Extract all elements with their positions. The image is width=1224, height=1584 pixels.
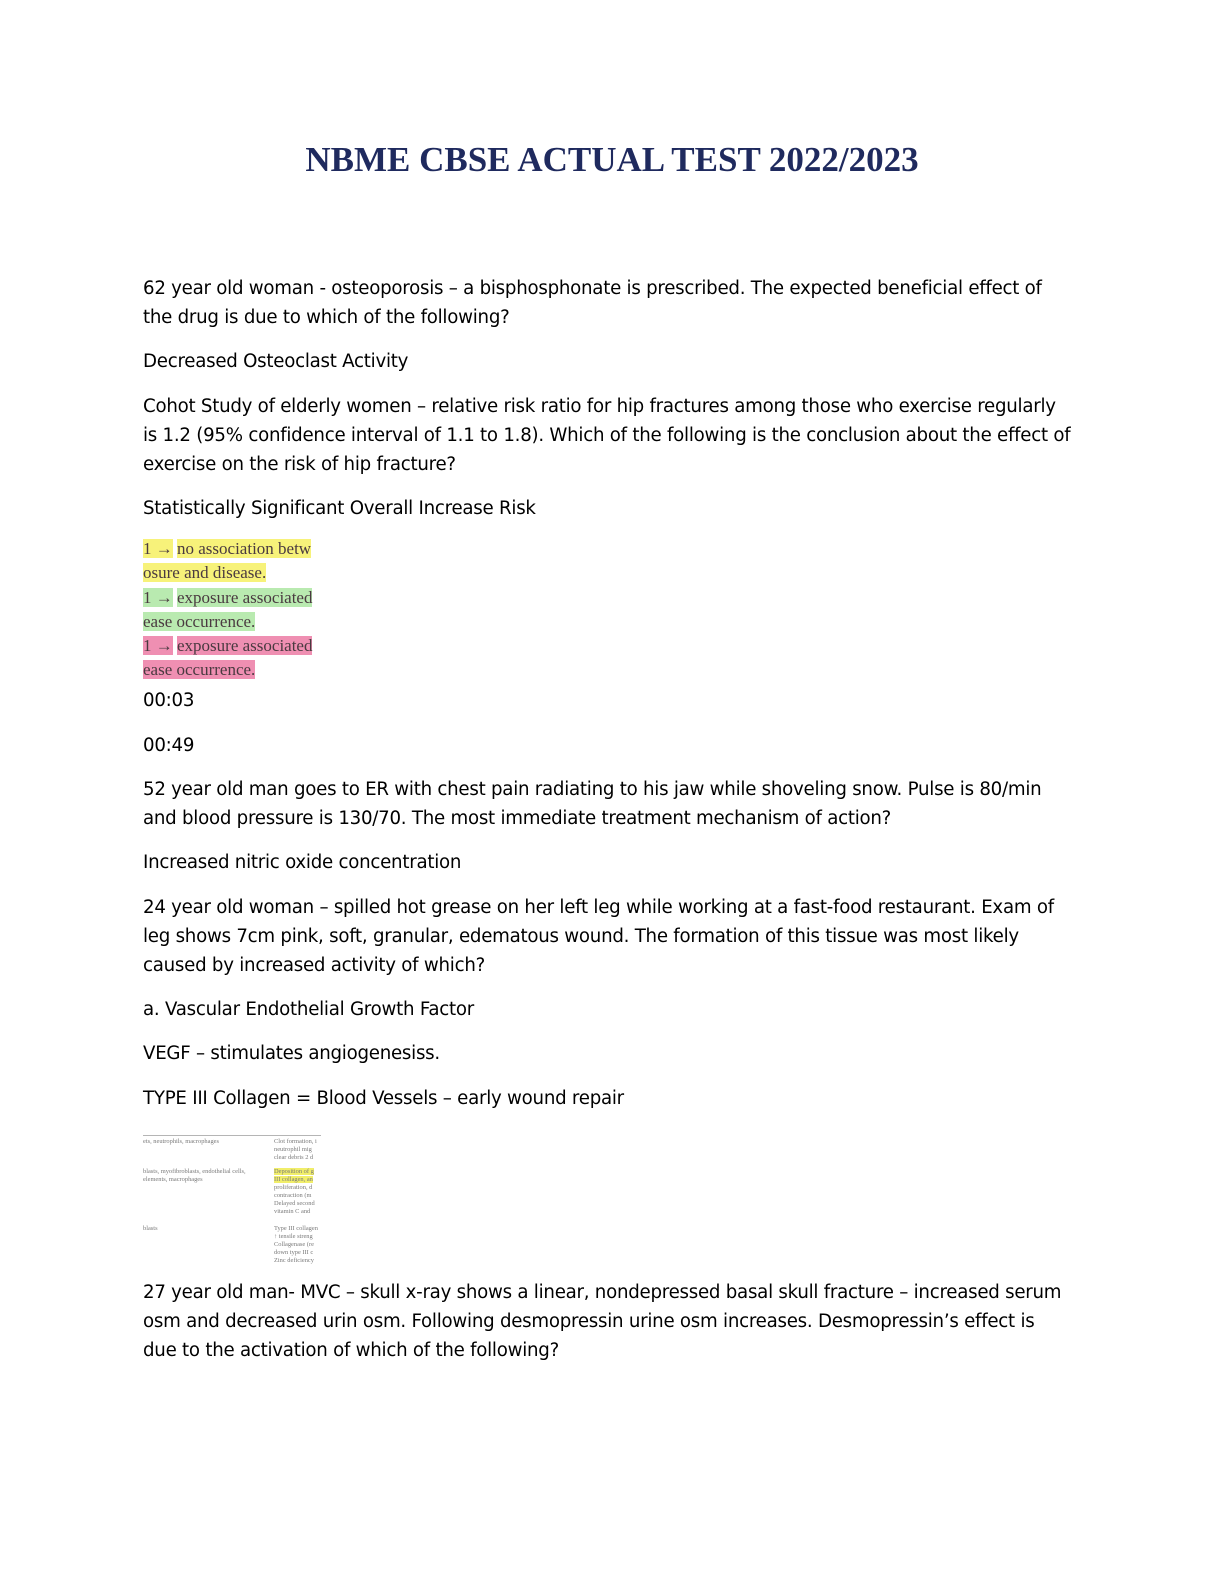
note-collagen-text: TYPE III Collagen = Blood Vessels – early wound repair xyxy=(143,1088,624,1109)
table-cell: vitamin C and xyxy=(274,1208,311,1215)
table-cell: contraction (m xyxy=(274,1192,312,1199)
table-cell: blasts xyxy=(143,1225,158,1232)
snippet-line: osure and disease. xyxy=(143,563,267,583)
wound-healing-table-image xyxy=(143,1127,321,1271)
table-cell: down type III c xyxy=(274,1249,314,1256)
table-cell: Clot formation, i xyxy=(274,1138,317,1145)
snippet-line: ease occurrence. xyxy=(143,660,256,680)
timestamp-text: 00:03 xyxy=(143,690,195,711)
snippet-line: 1 → no association betw xyxy=(143,539,312,558)
document-title: NBME CBSE ACTUAL TEST 2022/2023 xyxy=(305,140,919,179)
snippet-line: 1 → exposure associated xyxy=(143,587,313,607)
table-cell: III collagen, an xyxy=(274,1176,313,1183)
answer-1-text: Decreased Osteoclast Activity xyxy=(143,351,409,372)
table-cell: Type III collagen xyxy=(274,1225,318,1232)
question-4-text: 24 year old woman – spilled hot grease on her left leg while working at a fast-food restaurant. Exam of leg shows 7cm pink, soft, granular, edematous wound. The formation of this tissue was most likely caused by increased activity of which? xyxy=(143,897,1054,976)
table-cell: elements, macrophages xyxy=(143,1176,203,1183)
table-cell: Zinc deficiency xyxy=(274,1257,314,1264)
table-cell: Deposition of g xyxy=(274,1168,314,1175)
note-vegf-text: VEGF – stimulates angiogenesiss. xyxy=(143,1043,440,1064)
table-cell: neutrophil mig xyxy=(274,1146,312,1153)
answer-4-text: a. Vascular Endothelial Growth Factor xyxy=(143,999,474,1020)
question-5-text: 27 year old man- MVC – skull x-ray shows a linear, nondepressed basal skull fracture – increased serum osm and decreased urin osm. Following desmopressin urine osm increases. Desmopressin’s effect is due to the activation of which of the following? xyxy=(143,1282,1062,1361)
table-cell: Delayed second xyxy=(274,1200,315,1207)
question-1-text: 62 year old woman - osteoporosis – a bisphosphonate is prescribed. The expected beneficial effect of the drug is due to which of the following? xyxy=(143,278,1042,328)
snippet-line: 1 → exposure associated xyxy=(143,636,313,656)
table-cell: blasts, myofibroblasts, endothelial cells, xyxy=(143,1168,246,1175)
question-3-text: 52 year old man goes to ER with chest pain radiating to his jaw while shoveling snow. Pulse is 80/min and blood pressure is 130/70. The most immediate treatment mechanism of action? xyxy=(143,779,1042,829)
answer-2-text: Statistically Significant Overall Increase Risk xyxy=(143,498,536,519)
table-cell: Collagenase (re xyxy=(274,1241,314,1248)
table-cell: clear debris 2 d xyxy=(274,1154,314,1161)
relative-risk-highlight-image xyxy=(143,537,321,683)
answer-3-text: Increased nitric oxide concentration xyxy=(143,852,462,873)
table-cell: ↑ tensile streng xyxy=(274,1233,313,1240)
table-cell: ets, neutrophils, macrophages xyxy=(143,1138,219,1145)
snippet-line: ease occurrence. xyxy=(143,611,256,631)
question-2-text: Cohot Study of elderly women – relative risk ratio for hip fractures among those who exercise regularly is 1.2 (95% confidence interval of 1.1 to 1.8). Which of the following is the conclusion about the effect of exercise on the risk of hip fracture? xyxy=(143,396,1071,475)
table-cell: proliferation, d xyxy=(274,1184,313,1191)
table-header-line xyxy=(143,1127,321,1136)
timestamp-text: 00:49 xyxy=(143,735,195,756)
